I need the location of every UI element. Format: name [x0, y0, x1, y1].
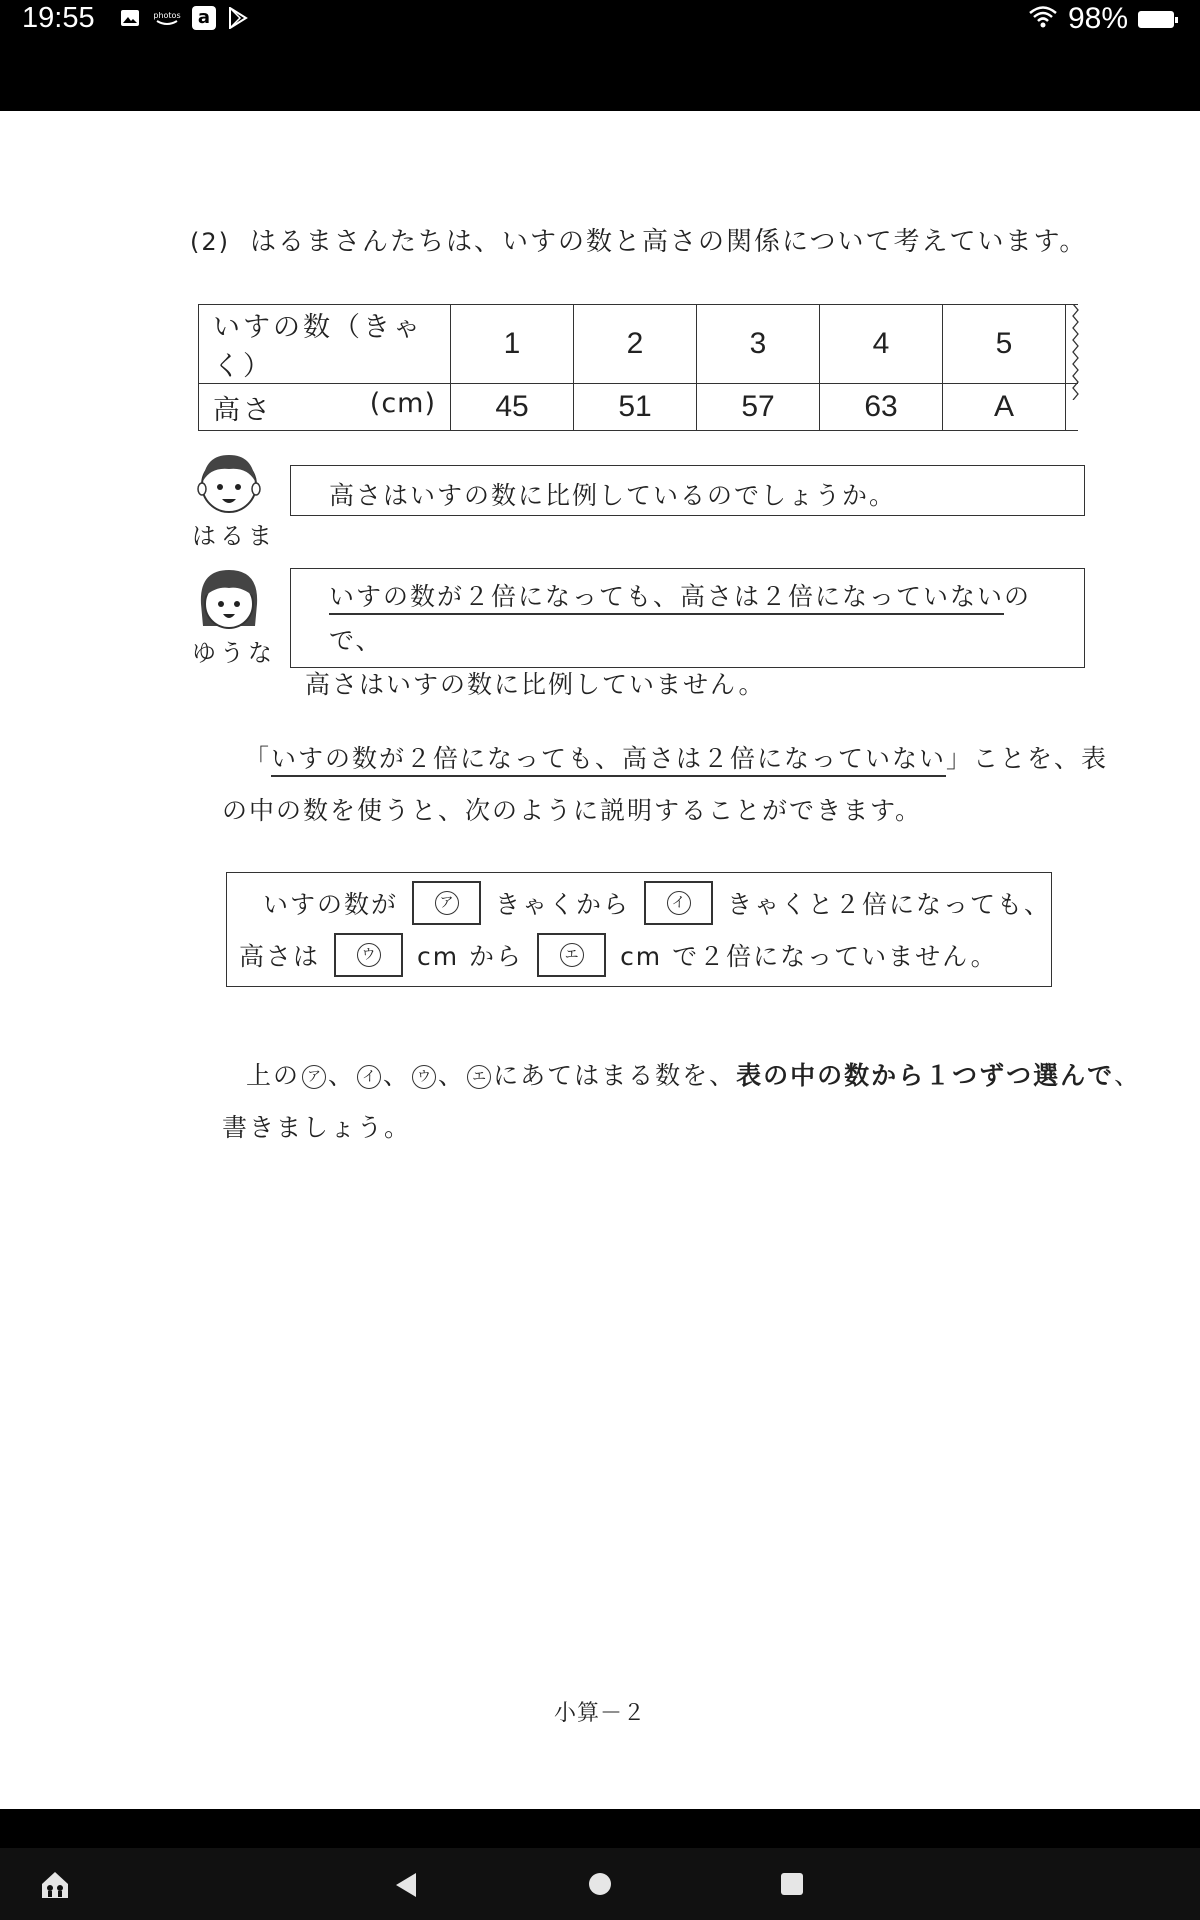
table-row-chairs — [199, 305, 1078, 384]
instruction-end: 、 — [1114, 1061, 1142, 1090]
open-quote: 「 — [244, 744, 272, 773]
navigation-bar — [0, 1848, 1200, 1920]
fill-seg2: きゃくから — [495, 890, 631, 919]
image-icon — [118, 6, 142, 30]
haruma-name: はるま — [192, 522, 276, 550]
explanation-underlined: いすの数が２倍になっても、高さは２倍になっていない — [271, 744, 946, 777]
table-cell: 45 — [451, 384, 574, 431]
home-icon[interactable] — [589, 1873, 611, 1895]
blank-b[interactable] — [644, 881, 713, 925]
fill-in-line1 — [263, 881, 1051, 925]
fill-seg1: いすの数が — [263, 890, 399, 919]
sep-1: 、 — [328, 1061, 356, 1090]
table-cell: 2 — [574, 305, 697, 384]
mark-d: エ — [467, 1065, 491, 1089]
sep-3: 、 — [438, 1061, 466, 1090]
mark-a: ア — [302, 1065, 326, 1089]
yuna-face-icon — [197, 566, 261, 636]
yuna-line1-rest: ので、 — [329, 582, 1032, 655]
yuna-speech-line1 — [305, 575, 1084, 663]
circled-a: ア — [435, 891, 459, 915]
haruma-face-icon — [197, 449, 261, 519]
circled-d: エ — [560, 943, 584, 967]
table-cell: 57 — [697, 384, 820, 431]
haruma-speech-box — [290, 465, 1085, 516]
question-number: (2) — [190, 228, 230, 256]
yuna-speech-box — [290, 568, 1085, 699]
home-accessibility-icon[interactable] — [38, 1868, 72, 1902]
instruction-prefix: 上の — [246, 1061, 301, 1090]
amazon-photos-icon — [152, 6, 182, 30]
table-cell: 4 — [820, 305, 943, 384]
mark-c: ウ — [412, 1065, 436, 1089]
table-row-height — [199, 384, 1078, 431]
table-cell: 51 — [574, 384, 697, 431]
fill-seg5: cm から — [417, 942, 524, 971]
height-label: 高さ — [213, 394, 273, 426]
question-line — [190, 221, 1087, 258]
mark-b: イ — [357, 1065, 381, 1089]
instruction-line1 — [246, 1056, 1141, 1092]
blank-c[interactable] — [334, 933, 403, 977]
instruction-line2: 書きましょう。 — [222, 1113, 412, 1142]
fill-seg6: cm で２倍になっていません。 — [620, 942, 998, 971]
circled-b: イ — [667, 891, 691, 915]
amazon-label: a — [197, 7, 211, 28]
circled-c: ウ — [357, 943, 381, 967]
status-right — [1028, 2, 1174, 36]
yuna-speech-line2: 高さはいすの数に比例していません。 — [305, 670, 766, 699]
blank-a[interactable] — [412, 881, 481, 925]
explanation-line1-rest: 」ことを、表 — [946, 744, 1109, 773]
fill-seg4: 高さは — [239, 942, 321, 971]
yuna-underlined-text: いすの数が２倍になっても、高さは２倍になっていない — [329, 582, 1004, 615]
yuna-name: ゆうな — [192, 639, 276, 667]
blank-d[interactable] — [537, 933, 606, 977]
question-text: はるまさんたちは、いすの数と高さの関係について考えています。 — [250, 227, 1088, 257]
table-header-chairs: いすの数（きゃく） — [199, 305, 451, 384]
table-cell: 1 — [451, 305, 574, 384]
table-cell: 3 — [697, 305, 820, 384]
app-top-bar — [0, 36, 1200, 111]
instruction-mid: にあてはまる数を、 — [493, 1061, 737, 1090]
explanation-line2: の中の数を使うと、次のように説明することができます。 — [222, 796, 923, 825]
recents-icon[interactable] — [781, 1873, 803, 1895]
wifi-icon — [1028, 5, 1058, 33]
height-unit: (cm) — [369, 387, 436, 419]
haruma-speech-text: 高さはいすの数に比例しているのでしょうか。 — [329, 481, 897, 510]
clock: 19:55 — [22, 2, 95, 34]
table-break-line — [1069, 304, 1081, 400]
status-bar — [0, 0, 1200, 36]
notification-icons — [118, 6, 250, 30]
table-cell: 5 — [943, 305, 1066, 384]
document-page[interactable] — [0, 111, 1200, 1809]
battery-icon — [1138, 11, 1174, 28]
page-number: 小算－２ — [553, 1701, 646, 1726]
back-icon[interactable] — [394, 1872, 418, 1898]
amazon-app-icon — [192, 6, 216, 30]
table-cell: A — [943, 384, 1066, 431]
battery-percent: 98% — [1067, 2, 1128, 35]
explanation-line1 — [244, 739, 1108, 775]
fill-seg3: きゃくと２倍になっても、 — [727, 890, 1052, 919]
data-table — [198, 304, 1078, 431]
table-header-height — [199, 384, 451, 431]
fill-in-line2 — [239, 933, 998, 977]
play-store-icon — [226, 6, 250, 30]
table-cell: 63 — [820, 384, 943, 431]
sep-2: 、 — [383, 1061, 411, 1090]
photos-label: photos — [153, 10, 181, 20]
instruction-bold: 表の中の数から１つずつ選んで — [736, 1061, 1115, 1090]
fill-in-box — [226, 872, 1052, 987]
